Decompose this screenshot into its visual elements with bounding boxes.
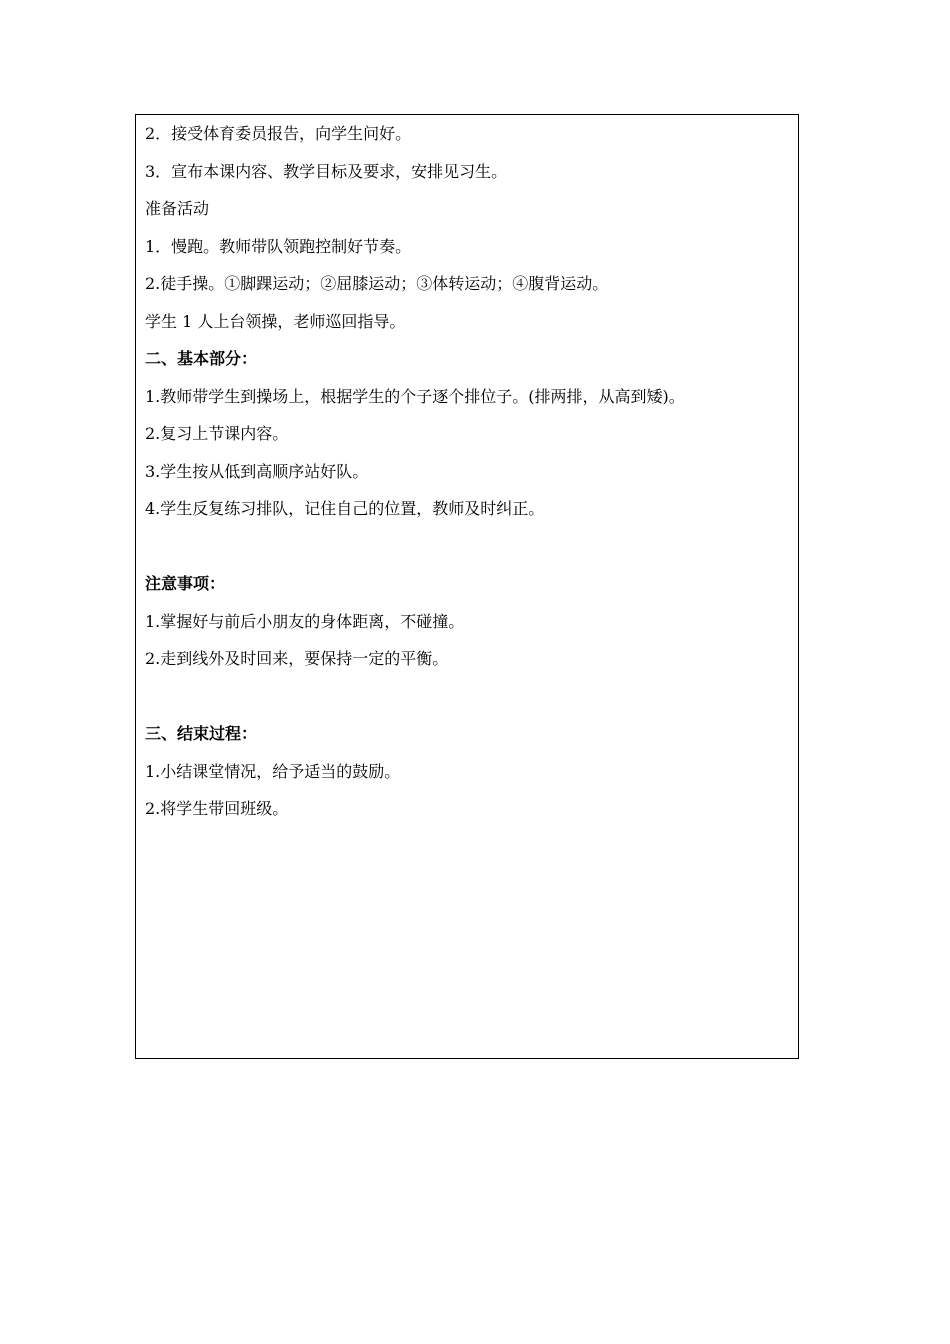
lesson-plan-table-cell [135,114,799,1059]
text-line: 2．接受体育委员报告，向学生问好。 [145,124,412,143]
section-heading: 三、结束过程： [145,724,258,743]
section-heading: 二、基本部分： [145,349,258,368]
blank-line [145,535,792,573]
text-line: 1.教师带学生到操场上，根据学生的个子逐个排位子。(排两排，从高到矮)。 [145,386,685,406]
text-line: 4.学生反复练习排队，记住自己的位置，教师及时纠正。 [145,499,545,518]
text-line: 3.学生按从低到高顺序站好队。 [145,461,369,481]
text-line: 1.小结课堂情况，给予适当的鼓励。 [145,761,401,781]
text-line: 2.将学生带回班级。 [145,799,289,818]
text-line: 1.掌握好与前后小朋友的身体距离，不碰撞。 [145,611,465,631]
blank-line [145,685,792,723]
text-line: 3．宣布本课内容、教学目标及要求，安排见习生。 [145,161,508,181]
text-line: 学生 1 人上台领操，老师巡回指导。 [145,311,406,331]
text-line: 2.走到线外及时回来，要保持一定的平衡。 [145,649,449,668]
lesson-plan-content [145,122,792,835]
text-line: 1．慢跑。教师带队领跑控制好节奏。 [145,236,412,256]
text-line: 2.徒手操。①脚踝运动；②屈膝运动；③体转运动；④腹背运动。 [145,274,609,293]
section-subheading: 准备活动 [145,199,210,218]
text-line: 2.复习上节课内容。 [145,424,289,443]
section-heading: 注意事项： [145,574,226,593]
